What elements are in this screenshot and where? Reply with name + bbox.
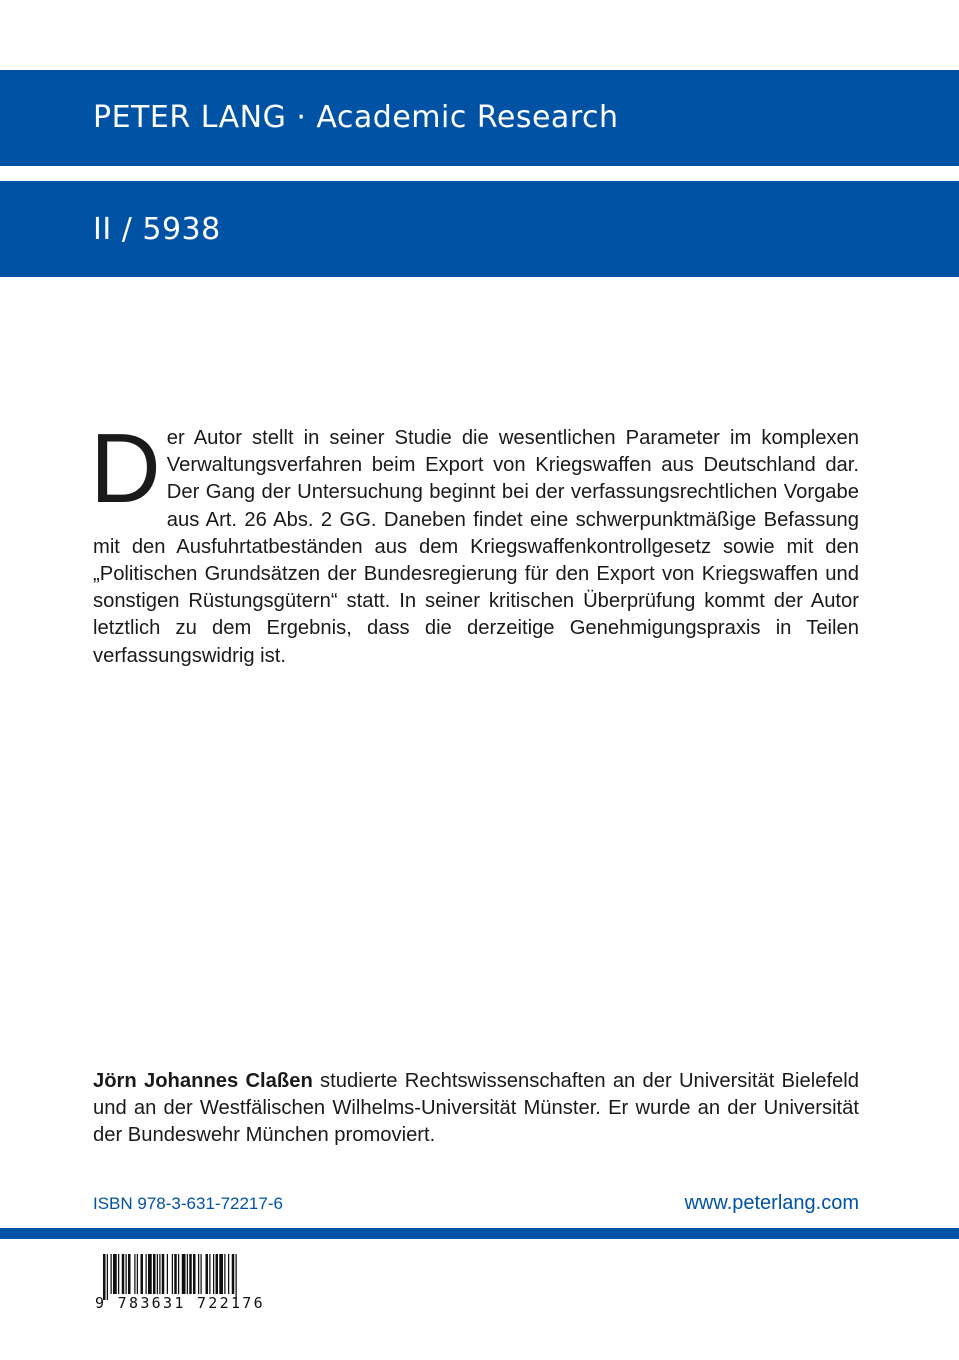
bottom-divider-bar	[0, 1228, 959, 1239]
barcode-bar	[209, 1254, 210, 1294]
barcode-bar	[216, 1254, 219, 1294]
barcode-bar	[134, 1254, 135, 1294]
barcode-bar	[187, 1254, 188, 1294]
barcode-bar	[157, 1254, 158, 1294]
series-banner	[0, 181, 959, 277]
barcode	[95, 1254, 283, 1318]
bio-paragraph	[93, 1068, 859, 1150]
website-link[interactable]: www.peterlang.com	[684, 1192, 859, 1214]
abstract	[90, 413, 859, 670]
barcode-bar	[113, 1254, 117, 1294]
author-name: Jörn Johannes Claßen	[93, 1070, 313, 1092]
series-number: II / 5938	[93, 212, 221, 247]
barcode-bar	[224, 1254, 225, 1294]
barcode-bar	[201, 1254, 202, 1294]
barcode-bar	[153, 1254, 156, 1294]
author-bio	[93, 1068, 859, 1150]
abstract-text: er Autor stellt in seiner Studie die wesentlichen Parameter im komplexen Verwaltungsverfahren beim Export von Kriegswaffen aus Deutschland dar. Der Gang der Untersuchung beginnt bei der verfassungsrechtlichen Vorgabe aus Art. 26 Abs. 2 GG. Daneben findet eine schwerpunktmäßige Befassung mit den Ausfuhrtatbeständen aus dem Kriegswaffenkontrollgesetz sowie mit den „Politischen Grundsätzen der Bundesregierung für den Export von Kriegswaffen und sonstigen Rüstungsgütern“ statt. In seiner kritischen Überprüfung kommt der Autor letztlich zu dem Ergebnis, dass die derzeitige Genehmigungspraxis in Teilen verfassungswidrig ist.	[93, 427, 859, 667]
barcode-bar	[122, 1254, 125, 1294]
isbn: ISBN 978-3-631-72217-6	[93, 1194, 283, 1213]
barcode-bar	[146, 1254, 147, 1294]
abstract-paragraph	[90, 413, 859, 670]
barcode-bar	[167, 1254, 168, 1294]
barcode-bar	[198, 1254, 199, 1294]
barcode-bar	[128, 1254, 131, 1294]
barcode-bar	[162, 1254, 165, 1294]
barcode-bar	[193, 1254, 196, 1294]
dropcap-letter: D	[90, 413, 161, 523]
barcode-bar	[174, 1254, 177, 1294]
barcode-bar	[159, 1254, 160, 1294]
barcode-bar	[111, 1254, 112, 1294]
bio-text: studierte Rechtswissenschaften an der Universität Bielefeld und an der Westfälischen Wilhelms-Universität Münster. Er wurde an der Universität der Bundeswehr München promoviert.	[93, 1070, 859, 1147]
barcode-bar	[189, 1254, 192, 1294]
barcode-bar	[148, 1254, 152, 1294]
barcode-bar	[141, 1254, 144, 1294]
barcode-bar	[219, 1254, 223, 1294]
barcode-bar	[172, 1254, 173, 1294]
publisher-banner	[0, 70, 959, 166]
barcode-bar	[126, 1254, 127, 1294]
barcode-bar	[137, 1254, 138, 1294]
barcode-bar	[232, 1254, 235, 1294]
barcode-bar	[182, 1254, 186, 1294]
barcode-bar	[228, 1254, 229, 1294]
barcode-bar	[118, 1254, 119, 1294]
publisher-line: PETER LANG · Academic Research	[93, 100, 619, 135]
barcode-bar	[206, 1254, 209, 1294]
barcode-bar	[178, 1254, 179, 1294]
barcode-digits: 9 783631 722176	[95, 1294, 265, 1312]
barcode-bar	[213, 1254, 214, 1294]
